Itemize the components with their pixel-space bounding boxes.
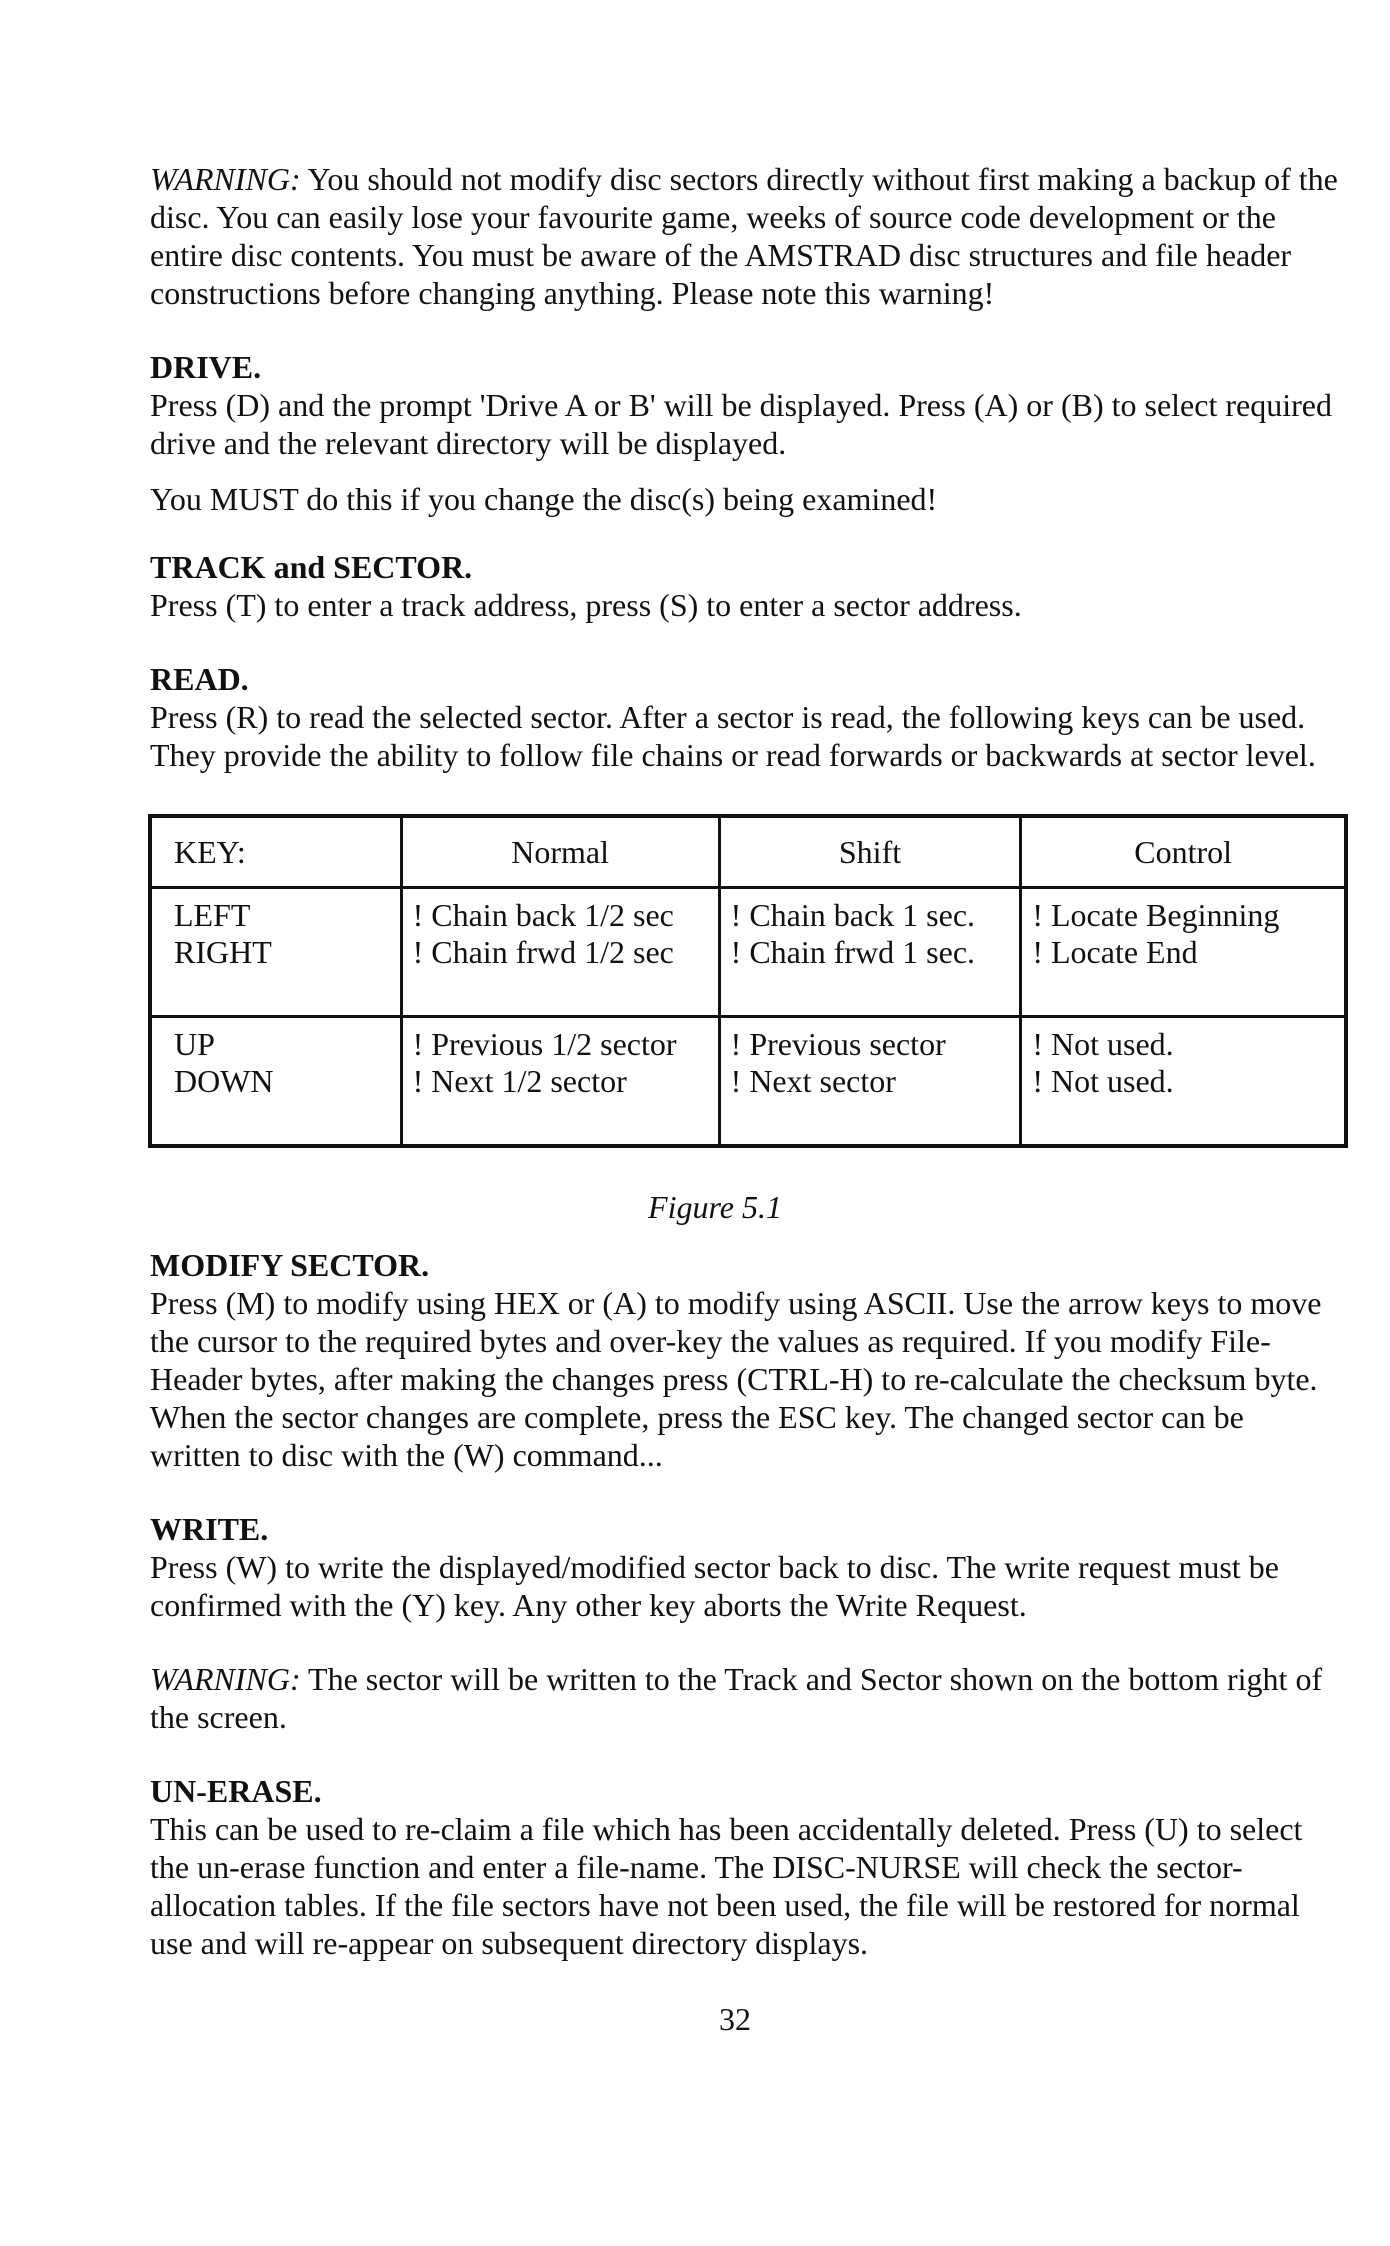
normal-action: ! Chain frwd 1/2 sec [412, 934, 674, 970]
warning-text: The sector will be written to the Track and Sector shown on the bottom right of the screen. [150, 1661, 1323, 1735]
key-cell [150, 1017, 401, 1147]
control-cell [1021, 1017, 1346, 1147]
shift-action: ! Chain frwd 1 sec. [730, 934, 976, 970]
shift-cell [719, 1017, 1021, 1147]
header-shift: Shift [719, 816, 1021, 888]
modify-text: Press (M) to modify using HEX or (A) to modify using ASCII. Use the arrow keys to move the cursor to the required bytes and over-key the values as required. If you modify File-Header bytes, after making the changes press (CTRL-H) to re-calculate the checksum byte. When the sector changes are complete, press the ESC key. The changed sector can be written to disc with the (W) command... [150, 1285, 1322, 1473]
control-cell [1021, 888, 1346, 1017]
second-warning-paragraph [150, 1660, 1340, 1736]
normal-cell [401, 1017, 719, 1147]
warning-label: WARNING: [150, 1661, 301, 1697]
manual-page [150, 160, 1340, 2070]
key-name: DOWN [174, 1063, 274, 1099]
page-number: 32 [719, 2001, 751, 2037]
control-action: ! Not used. [1032, 1063, 1174, 1099]
normal-action: ! Previous 1/2 sector [412, 1026, 677, 1062]
control-action: ! Locate Beginning [1032, 897, 1280, 933]
drive-note: You MUST do this if you change the disc(s) being examined! [150, 481, 938, 517]
key-name: UP [174, 1026, 215, 1062]
unerase-text: This can be used to re-claim a file which has been accidentally deleted. Press (U) to select the un-erase function and enter a file-name. The DISC-NURSE will check the sector-allocation tables. If the file sectors have not been used, the file will be restored for normal use and will re-appear on subsequent directory displays. [150, 1811, 1303, 1961]
control-action: ! Not used. [1032, 1026, 1174, 1062]
modify-heading: MODIFY SECTOR. [150, 1247, 430, 1283]
shift-action: ! Next sector [730, 1063, 896, 1099]
unerase-heading: UN-ERASE. [150, 1773, 322, 1809]
key-name: LEFT [174, 897, 251, 933]
table-row [150, 1017, 1346, 1147]
write-text: Press (W) to write the displayed/modified sector back to disc. The write request must be confirmed with the (Y) key. Any other key aborts the Write Request. [150, 1549, 1279, 1623]
control-action: ! Locate End [1032, 934, 1198, 970]
drive-text: Press (D) and the prompt 'Drive A or B' will be displayed. Press (A) or (B) to select required drive and the relevant directory will be displayed. [150, 387, 1332, 461]
header-control: Control [1021, 816, 1346, 888]
normal-action: ! Chain back 1/2 sec [412, 897, 674, 933]
drive-heading: DRIVE. [150, 349, 262, 385]
table-row [150, 888, 1346, 1017]
warning-label: WARNING: [150, 161, 301, 197]
warning-paragraph [150, 160, 1340, 312]
figure-caption: Figure 5.1 [648, 1189, 782, 1225]
key-table-header-row [150, 816, 1346, 888]
read-heading: READ. [150, 661, 249, 697]
warning-text: You should not modify disc sectors directly without first making a backup of the disc. You can easily lose your favourite game, weeks of source code development or the entire disc contents. You must be aware of the AMSTRAD disc structures and file header constructions before changing anything. Please note this warning! [150, 161, 1338, 311]
track-text: Press (T) to enter a track address, press (S) to enter a sector address. [150, 587, 1022, 623]
header-normal: Normal [401, 816, 719, 888]
normal-action: ! Next 1/2 sector [412, 1063, 627, 1099]
key-name: RIGHT [174, 934, 272, 970]
shift-action: ! Previous sector [730, 1026, 946, 1062]
write-heading: WRITE. [150, 1511, 269, 1547]
shift-cell [719, 888, 1021, 1017]
key-table [148, 814, 1348, 1148]
shift-action: ! Chain back 1 sec. [730, 897, 976, 933]
track-heading: TRACK and SECTOR. [150, 549, 473, 585]
normal-cell [401, 888, 719, 1017]
header-key: KEY: [150, 816, 401, 888]
read-text: Press (R) to read the selected sector. After a sector is read, the following keys can be used. They provide the ability to follow file chains or read forwards or backwards at sector level. [150, 699, 1316, 773]
key-cell [150, 888, 401, 1017]
